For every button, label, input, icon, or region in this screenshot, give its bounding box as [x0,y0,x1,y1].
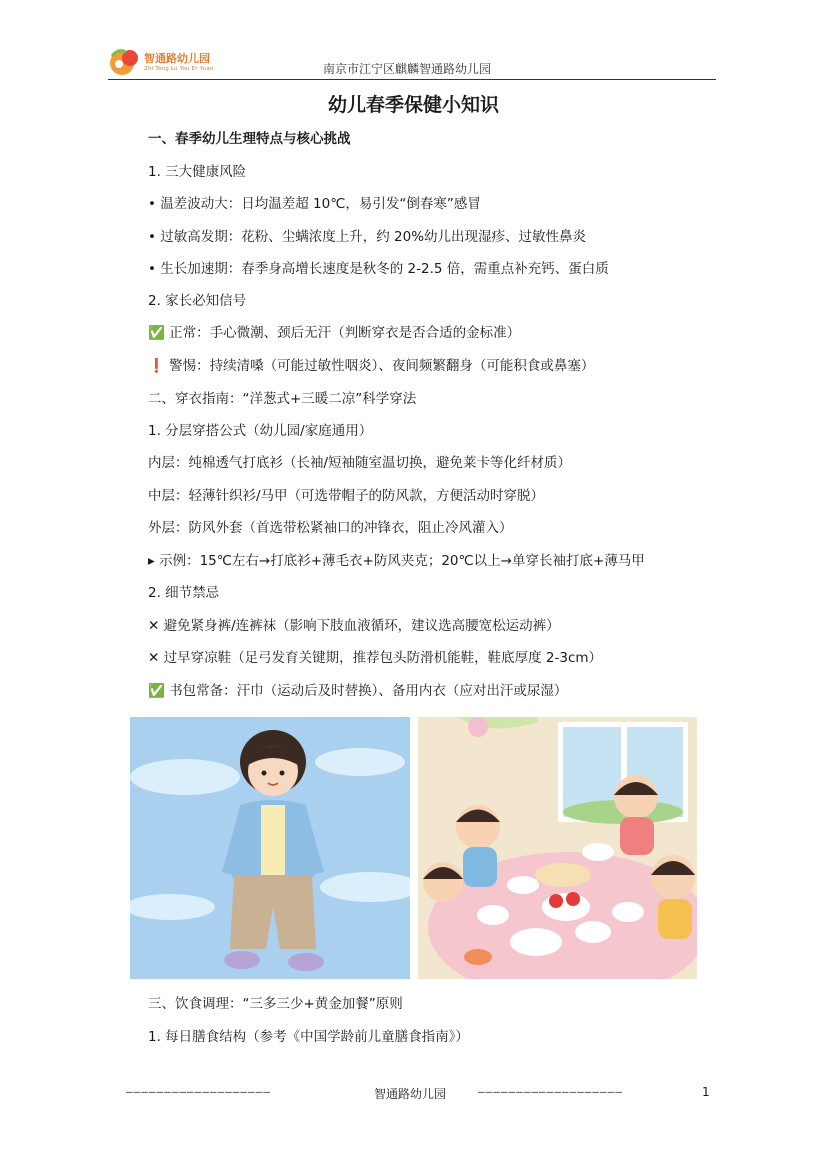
subheading: 1. 每日膳食结构（参考《中国学龄前儿童膳食指南》） [148,1029,469,1045]
cross-item: ✕ 过早穿凉鞋（足弓发育关键期，推荐包头防滑机能鞋，鞋底厚度 2-3cm） [148,650,603,666]
section-heading-1: 一、春季幼儿生理特点与核心挑战 [148,131,351,147]
paragraph: 外层：防风外套（首选带松紧袖口的冲锋衣，阻止冷风灌入） [148,520,513,536]
page-number: 1 [702,1085,710,1099]
paragraph: 中层：轻薄针织衫/马甲（可选带帽子的防风款，方便活动时穿脱） [148,488,545,504]
cross-item: ✕ 避免紧身裤/连裤袜（影响下肢血液循环，建议选高腰宽松运动裤） [148,618,560,634]
page-footer [126,1085,708,1105]
children-meal-illustration [418,717,697,979]
footer-rule-left: ——————————————————— [126,1085,271,1098]
section-heading-2: 二、穿衣指南：“洋葱式+三暖二凉”科学穿法 [148,391,417,407]
subheading: 2. 家长必知信号 [148,293,247,309]
footer-rule-right: ——————————————————— [478,1085,623,1098]
child-outfit-illustration [130,717,410,979]
logo-text: 智通路幼儿园 [144,52,210,65]
school-logo [108,46,238,78]
bullet-item: • 过敏高发期：花粉、尘螨浓度上升，约 20%幼儿出现湿疹、过敏性鼻炎 [148,229,587,245]
bullet-item: • 温差波动大：日均温差超 10℃，易引发“倒春寒”感冒 [148,196,481,212]
subheading: 2. 细节禁忌 [148,585,220,601]
section-heading-3: 三、饮食调理：“三多三少+黄金加餐”原则 [148,996,403,1012]
logo-icon [108,46,142,78]
page-header [108,44,716,80]
bullet-item: • 生长加速期：春季身高增长速度是秋冬的 2-2.5 倍，需重点补充钙、蛋白质 [148,261,609,277]
subheading: 1. 三大健康风险 [148,164,247,180]
paragraph: 内层：纯棉透气打底衫（长袖/短袖随室温切换，避免莱卡等化纤材质） [148,455,572,471]
example-item: ▸ 示例：15℃左右→打底衫+薄毛衣+防风夹克；20℃以上→单穿长袖打底+薄马甲 [148,553,645,569]
subheading: 1. 分层穿搭公式（幼儿园/家庭通用） [148,423,373,439]
document-title: 幼儿春季保健小知识 [327,94,499,116]
check-item: ✅ 正常：手心微潮、颈后无汗（判断穿衣是否合适的金标准） [148,325,521,341]
school-name: 南京市江宁区麒麟智通路幼儿园 [323,62,492,76]
logo-subtitle: Zhi Tong Lu You Er Yuan [144,66,214,72]
footer-school-name: 智通路幼儿园 [374,1087,447,1101]
check-item: ✅ 书包常备：汗巾（运动后及时替换）、备用内衣（应对出汗或尿湿） [148,683,568,699]
warning-item: ❗ 警惕：持续清嗓（可能过敏性咽炎）、夜间频繁翻身（可能积食或鼻塞） [148,358,595,374]
